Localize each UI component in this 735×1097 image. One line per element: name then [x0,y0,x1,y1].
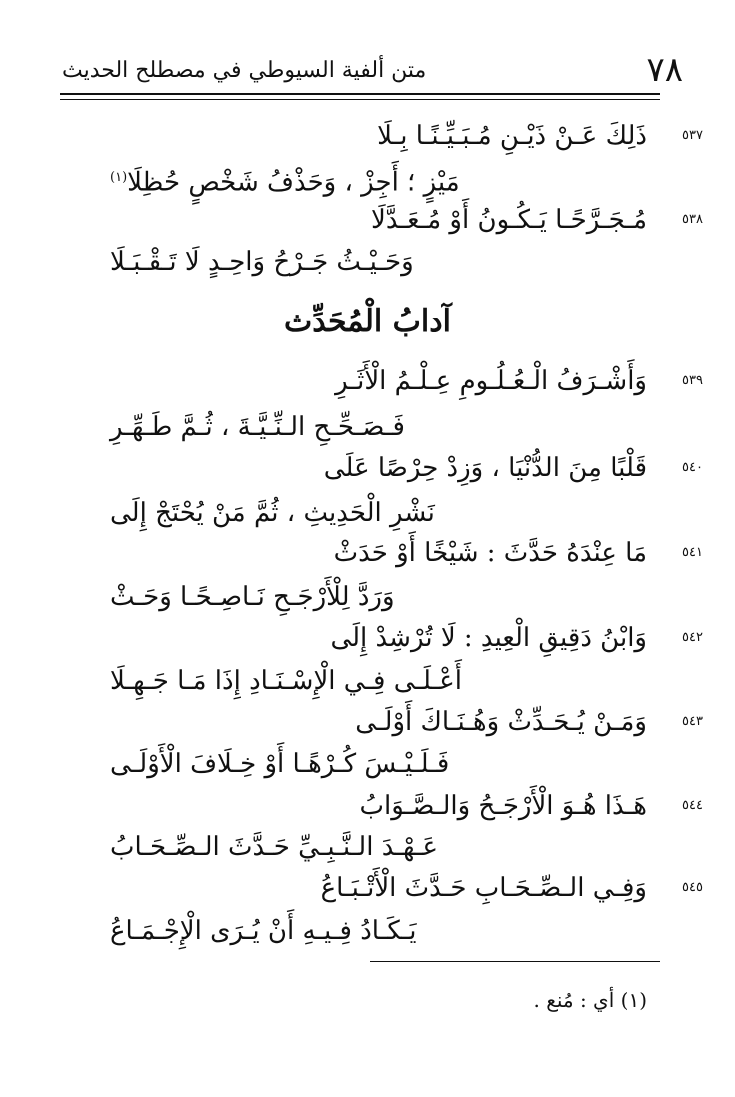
verse-number: ٥٤٢ [682,630,703,645]
verse-second-hemistich: فَـصَـحِّـحِ الـنِّـيَّـةَ ، ثُـمَّ طَـهِّـرِ [110,412,405,442]
verse-second-hemistich: فَـلَـيْـسَ كُـرْهًـا أَوْ خِـلَافَ الْأَوْلَـى [110,749,450,779]
verse-first-hemistich: وَابْنُ دَقِيقِ الْعِيدِ : لَا تُرْشِدْ إِلَى [330,623,647,653]
verse-first-hemistich: مَا عِنْدَهُ حَدَّثَ : شَيْخًا أَوْ حَدَثْ [333,538,647,568]
header-rule-thick [60,93,660,95]
verse-first-hemistich: قَلْبًا مِنَ الدُّنْيَا ، وَزِدْ حِرْصًا عَلَى [323,453,647,483]
verse-second-hemistich: أَعْـلَـى فِـي الْإِسْـنَـادِ إِذَا مَـا جَـهِـلَا [110,666,463,696]
footnote-marker: (١) [110,170,128,185]
verse-second-hemistich: عَـهْـدَ الـنَّـبِـيِّ حَـدَّثَ الـصِّـحَـابُ [110,832,439,862]
header-rule-thin [60,99,660,100]
section-heading: آدابُ الْمُحَدِّث [284,304,451,339]
verse-second-hemistich [110,158,625,203]
verse-number: ٥٤٥ [682,880,703,895]
verse-second-hemistich: وَرَدَّ لِلْأَرْجَـحِ نَـاصِـحًـا وَحَـثْ [110,582,395,612]
running-header: متن ألفية السيوطي في مصطلح الحديث [62,58,427,83]
verse-first-hemistich: مُـجَـرَّحًـا يَـكُـونُ أَوْ مُـعَـدَّلَا [370,205,647,235]
verse-number: ٥٤٠ [682,460,703,475]
verse-first-hemistich: وَفِـي الـصِّـحَـابِ حَـدَّثَ الْأَتْـبَـاعُ [320,873,647,903]
verse-first-hemistich: ذَلِكَ عَـنْ ذَيْـنِ مُـبَـيِّـنًـا بِـلَا [377,121,647,151]
verse-number: ٥٣٨ [682,212,703,227]
verse-first-hemistich: وَمَـنْ يُـحَـدِّثْ وَهُـنَـاكَ أَوْلَـى [355,707,647,737]
verse-first-hemistich: هَـذَا هُـوَ الْأَرْجَـحُ وَالـصَّـوَابُ [359,791,647,821]
verse-second-hemistich: وَحَـيْـثُ جَـرْحُ وَاحِـدٍ لَا تَـقْـبَـلَا [110,247,414,277]
verse-number: ٥٤٣ [682,714,703,729]
footnote: (١) أي : مُنع . [533,988,647,1012]
verse-number: ٥٣٧ [682,128,703,143]
verse-first-hemistich: وَأَشْـرَفُ الْـعُـلُـومِ عِـلْـمُ الْأَثَـرِ [335,366,647,396]
verse-second-hemistich: نَشْرِ الْحَدِيثِ ، ثُمَّ مَنْ يُحْتَجْ إِلَى [110,498,435,528]
verse-number: ٥٤١ [682,545,703,560]
verse-number: ٥٣٩ [682,373,703,388]
verse-second-text: مَيْزٍ ؛ أَجِزْ ، وَحَذْفُ شَخْصٍ حُظِلَا [127,167,460,198]
verse-second-hemistich: يَـكَـادُ فِـيـهِ أَنْ يُـرَى الْإِجْـمَـاعُ [110,916,417,946]
verse-number: ٥٤٤ [682,798,703,813]
page-number: ٧٨ [646,50,683,90]
footnote-rule [370,961,660,962]
